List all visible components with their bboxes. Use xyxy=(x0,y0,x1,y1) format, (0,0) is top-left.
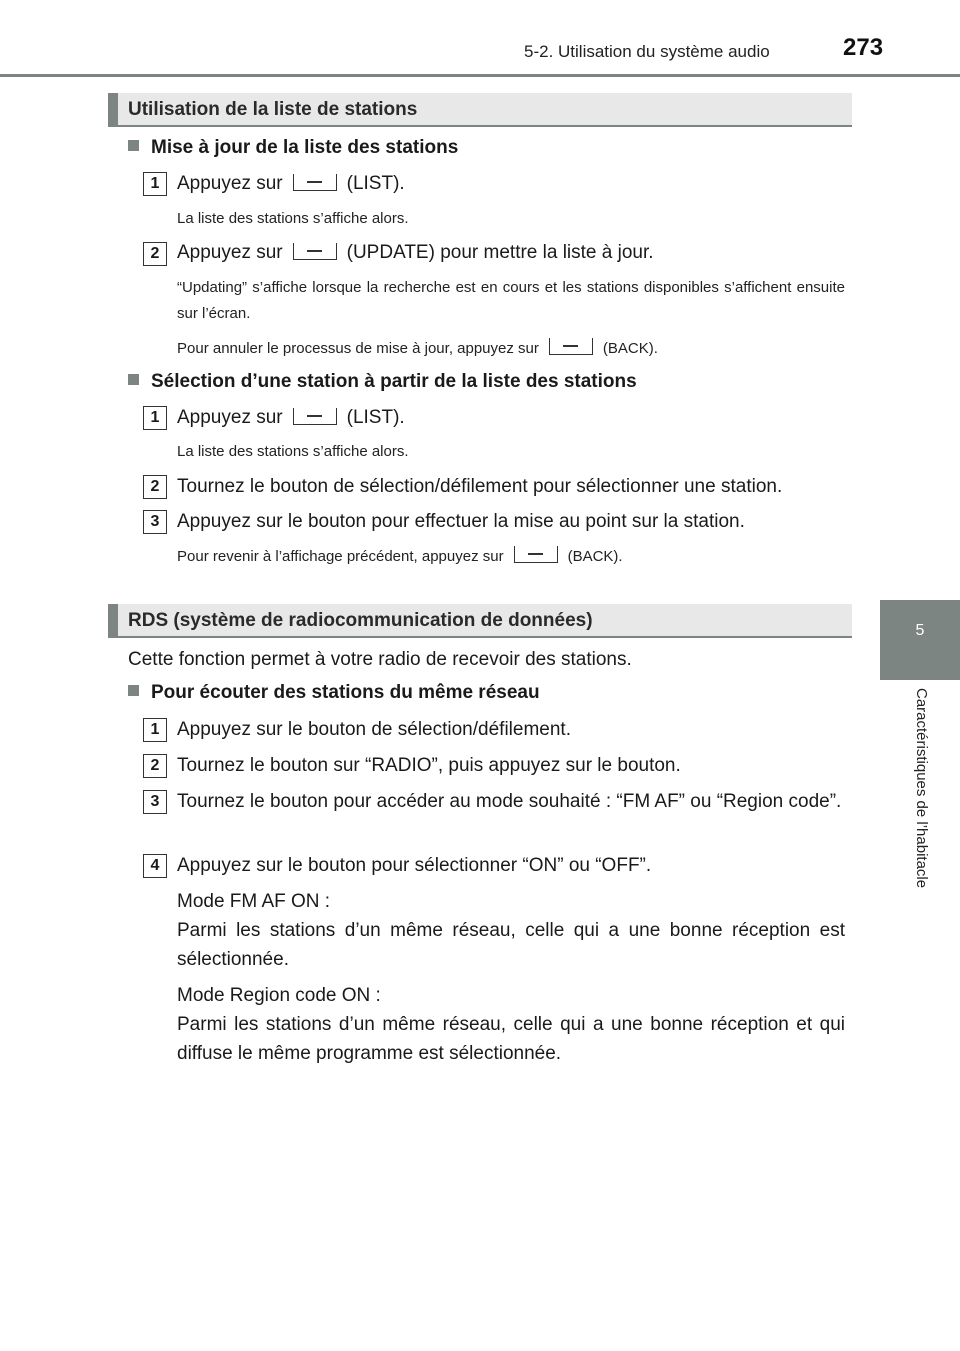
preset-button-icon xyxy=(293,174,337,191)
subheading-text: Mise à jour de la liste des stations xyxy=(151,137,459,158)
section-intro: Cette fonction permet à votre radio de recevoir des stations. xyxy=(128,649,632,670)
subheading-text: Sélection d’une station à partir de la liste des stations xyxy=(151,371,637,392)
subheading-update-list xyxy=(128,137,458,159)
section-title: RDS (système de radiocommunication de données) xyxy=(128,610,593,631)
step-number: 2 xyxy=(143,754,167,778)
mode-description xyxy=(177,887,845,974)
step-number: 1 xyxy=(143,172,167,196)
square-bullet-icon xyxy=(128,374,139,385)
step-text-pre: Appuyez sur xyxy=(177,173,283,194)
step-text xyxy=(177,238,845,267)
preset-button-icon xyxy=(549,338,593,355)
step-note: La liste des stations s’affiche alors. xyxy=(177,443,409,460)
step-text-pre: Appuyez sur xyxy=(177,242,283,263)
step-text: Appuyez sur le bouton pour sélectionner “ON” ou “OFF”. xyxy=(177,855,652,876)
step-number: 1 xyxy=(143,718,167,742)
subheading-select-station xyxy=(128,371,637,393)
note-pre: Pour revenir à l’affichage précédent, appuyez sur xyxy=(177,548,504,565)
preset-button-icon xyxy=(293,408,337,425)
subheading-same-network xyxy=(128,682,540,704)
step-text-pre: Appuyez sur xyxy=(177,407,283,428)
step-text xyxy=(177,403,845,432)
note-post: (BACK). xyxy=(602,340,658,357)
square-bullet-icon xyxy=(128,685,139,696)
preset-button-icon xyxy=(514,546,558,563)
square-bullet-icon xyxy=(128,140,139,151)
step-text: Appuyez sur le bouton pour effectuer la mise au point sur la station. xyxy=(177,511,745,532)
step-number: 2 xyxy=(143,242,167,266)
step-number: 3 xyxy=(143,790,167,814)
note-post: (BACK). xyxy=(567,548,623,565)
chapter-number: 5 xyxy=(915,622,925,639)
step-number: 4 xyxy=(143,854,167,878)
step-number: 2 xyxy=(143,475,167,499)
subheading-text: Pour écouter des stations du même réseau xyxy=(151,682,540,703)
header-rule xyxy=(0,74,960,77)
mode-title: Mode Region code ON : xyxy=(177,985,381,1006)
mode-text: Parmi les stations d’un même réseau, celle qui a une bonne réception est sélectionnée. xyxy=(177,920,845,970)
step-text: Appuyez sur le bouton de sélection/défilement. xyxy=(177,719,571,740)
note-pre: Pour annuler le processus de mise à jour, appuyez sur xyxy=(177,340,539,357)
chapter-label: Caractéristiques de l’habitacle xyxy=(913,688,930,889)
step-number: 1 xyxy=(143,406,167,430)
step-text-post: (UPDATE) pour mettre la liste à jour. xyxy=(346,242,654,263)
section-title: Utilisation de la liste de stations xyxy=(128,99,418,120)
step-note: “Updating” s’affiche lorsque la recherche est en cours et les stations disponibles s’affichent ensuite sur l’écran. xyxy=(177,279,845,322)
header-section-title: 5-2. Utilisation du système audio xyxy=(524,42,770,61)
mode-title: Mode FM AF ON : xyxy=(177,891,331,912)
mode-text: Parmi les stations d’un même réseau, celle qui a une bonne réception et qui diffuse le même programme est sélectionnée. xyxy=(177,1014,845,1064)
step-text: Tournez le bouton sur “RADIO”, puis appuyez sur le bouton. xyxy=(177,755,681,776)
section-banner-station-list xyxy=(108,93,852,127)
step-text: Tournez le bouton pour accéder au mode souhaité : “FM AF” ou “Region code”. xyxy=(177,791,842,812)
section-banner-rds xyxy=(108,604,852,638)
step-note xyxy=(177,336,845,362)
step-text-post: (LIST). xyxy=(346,173,405,194)
step-text-post: (LIST). xyxy=(346,407,405,428)
page-header xyxy=(0,0,960,80)
step-text xyxy=(177,169,845,198)
step-number: 3 xyxy=(143,510,167,534)
page-number: 273 xyxy=(843,34,884,61)
chapter-tab xyxy=(880,600,960,680)
preset-button-icon xyxy=(293,243,337,260)
mode-description xyxy=(177,981,845,1068)
step-text: Tournez le bouton de sélection/défilement pour sélectionner une station. xyxy=(177,476,783,497)
step-note: La liste des stations s’affiche alors. xyxy=(177,210,409,227)
step-note xyxy=(177,544,845,570)
